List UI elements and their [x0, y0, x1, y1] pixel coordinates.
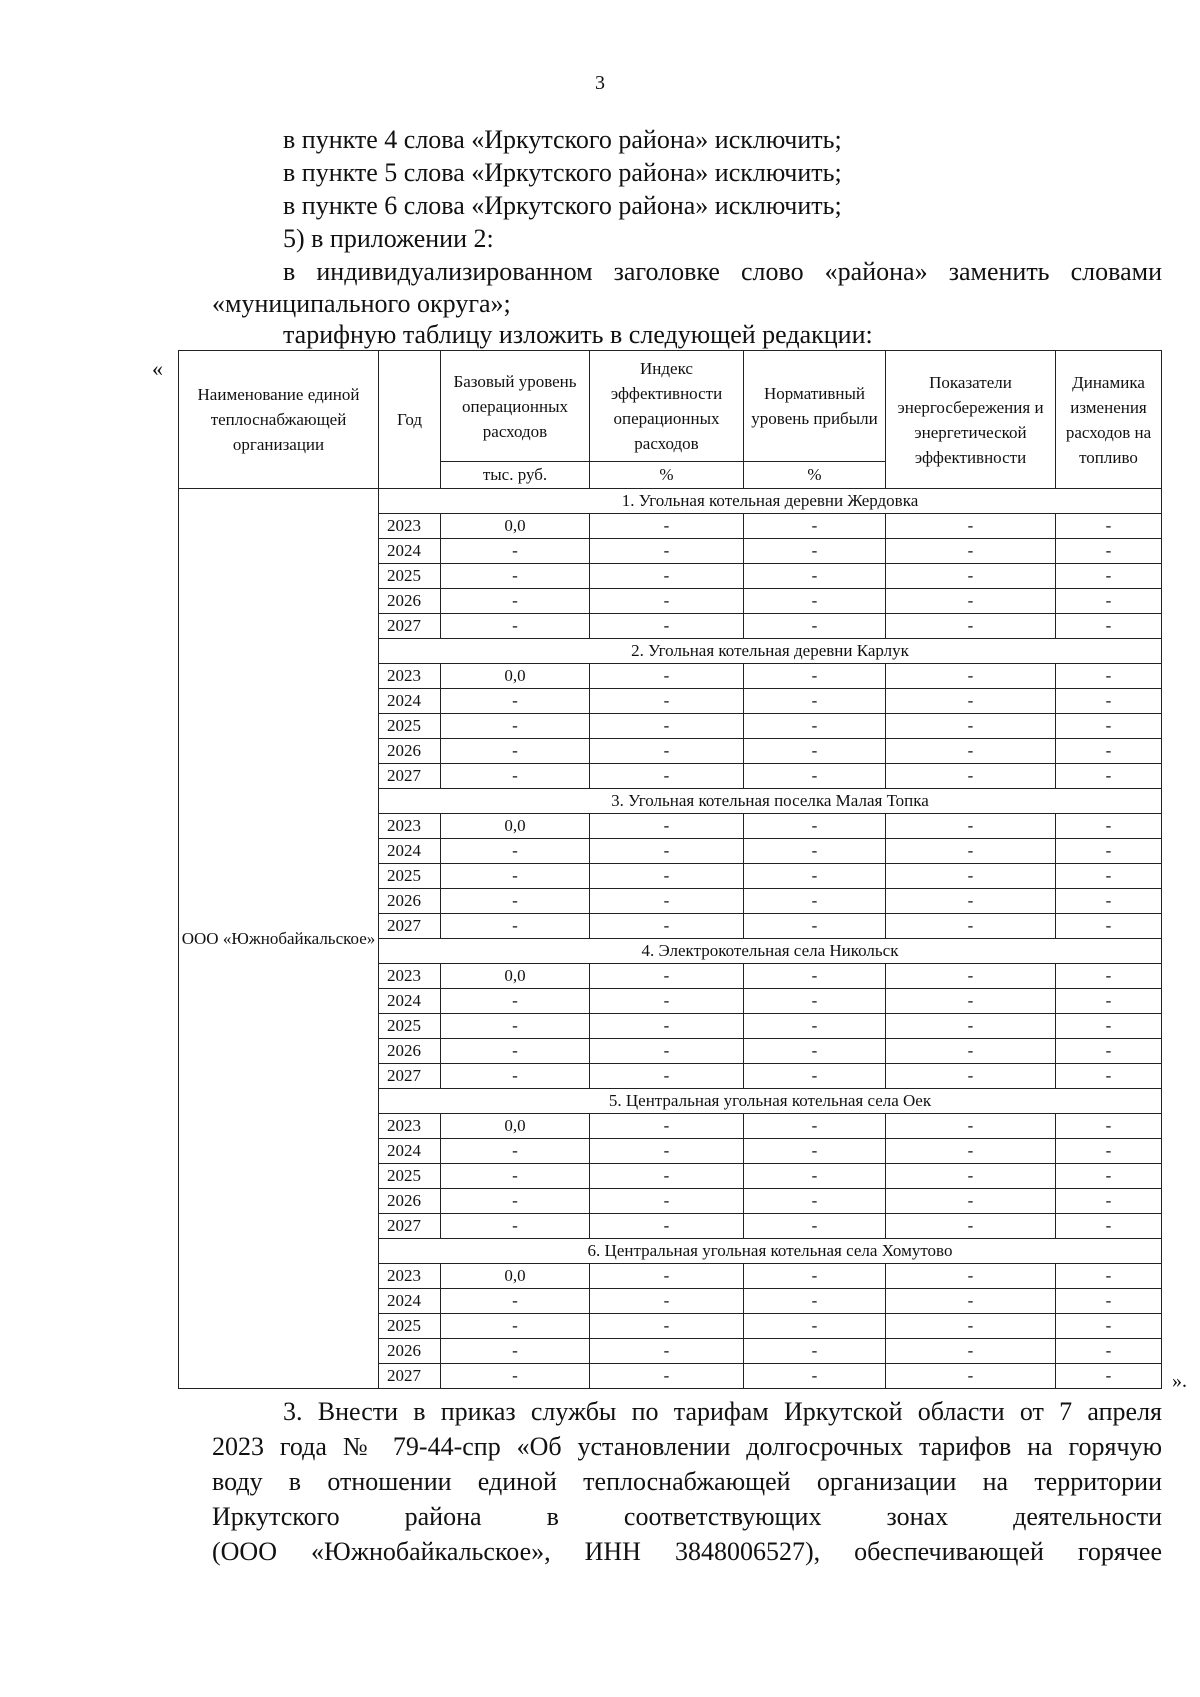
cell-year: 2026: [379, 1189, 441, 1214]
cell-profit: -: [744, 764, 886, 789]
cell-base: -: [441, 1164, 590, 1189]
cell-year: 2027: [379, 1214, 441, 1239]
cell-index: -: [590, 864, 744, 889]
cell-index: -: [590, 1114, 744, 1139]
cell-profit: -: [744, 514, 886, 539]
cell-fuel: -: [1056, 664, 1162, 689]
cell-profit: -: [744, 564, 886, 589]
cell-energy: -: [886, 1139, 1056, 1164]
cell-index: -: [590, 914, 744, 939]
cell-profit: -: [744, 1264, 886, 1289]
cell-energy: -: [886, 1364, 1056, 1389]
cell-fuel: -: [1056, 1189, 1162, 1214]
cell-base: 0,0: [441, 1114, 590, 1139]
cell-fuel: -: [1056, 539, 1162, 564]
cell-energy: -: [886, 514, 1056, 539]
cell-index: -: [590, 1364, 744, 1389]
cell-index: -: [590, 689, 744, 714]
cell-base: -: [441, 1339, 590, 1364]
cell-profit: -: [744, 864, 886, 889]
cell-profit: -: [744, 539, 886, 564]
cell-base: 0,0: [441, 664, 590, 689]
cell-profit: -: [744, 664, 886, 689]
cell-base: -: [441, 1189, 590, 1214]
cell-profit: -: [744, 1214, 886, 1239]
section-title: 4. Электрокотельная села Никольск: [379, 939, 1162, 964]
cell-base: -: [441, 1139, 590, 1164]
cell-base: -: [441, 889, 590, 914]
cell-year: 2027: [379, 1064, 441, 1089]
cell-energy: -: [886, 1214, 1056, 1239]
cell-index: -: [590, 989, 744, 1014]
section-title: 6. Центральная угольная котельная села Хомутово: [379, 1239, 1162, 1264]
cell-index: -: [590, 1264, 744, 1289]
cell-year: 2027: [379, 764, 441, 789]
cell-base: 0,0: [441, 964, 590, 989]
cell-profit: -: [744, 589, 886, 614]
cell-fuel: -: [1056, 1064, 1162, 1089]
cell-fuel: -: [1056, 564, 1162, 589]
cell-index: -: [590, 814, 744, 839]
closing-line-3: воду в отношении единой теплоснабжающей организации на территории: [212, 1467, 1162, 1496]
cell-profit: -: [744, 1114, 886, 1139]
cell-fuel: -: [1056, 1164, 1162, 1189]
cell-energy: -: [886, 664, 1056, 689]
cell-index: -: [590, 589, 744, 614]
intro-line-1: в пункте 4 слова «Иркутского района» исключить;: [283, 125, 842, 154]
cell-base: 0,0: [441, 514, 590, 539]
intro-line-4: 5) в приложении 2:: [283, 224, 494, 253]
cell-energy: -: [886, 814, 1056, 839]
cell-fuel: -: [1056, 1214, 1162, 1239]
cell-index: -: [590, 839, 744, 864]
cell-fuel: -: [1056, 814, 1162, 839]
cell-index: -: [590, 964, 744, 989]
cell-year: 2025: [379, 1314, 441, 1339]
header-profit: Нормативный уровень прибыли: [744, 351, 886, 462]
cell-year: 2024: [379, 989, 441, 1014]
cell-base: -: [441, 589, 590, 614]
cell-fuel: -: [1056, 1264, 1162, 1289]
cell-year: 2023: [379, 1264, 441, 1289]
cell-fuel: -: [1056, 1289, 1162, 1314]
closing-line-4: Иркутского района в соответствующих зонах деятельности: [212, 1502, 1162, 1531]
section-title: 1. Угольная котельная деревни Жердовка: [379, 489, 1162, 514]
page-number: 3: [595, 72, 605, 94]
cell-year: 2026: [379, 889, 441, 914]
opening-quote: «: [152, 356, 163, 381]
cell-base: -: [441, 764, 590, 789]
cell-profit: -: [744, 889, 886, 914]
cell-index: -: [590, 1339, 744, 1364]
cell-year: 2025: [379, 1014, 441, 1039]
unit-profit: %: [744, 462, 886, 489]
cell-energy: -: [886, 739, 1056, 764]
cell-base: -: [441, 1289, 590, 1314]
cell-base: -: [441, 864, 590, 889]
cell-energy: -: [886, 889, 1056, 914]
unit-base: тыс. руб.: [441, 462, 590, 489]
cell-base: -: [441, 839, 590, 864]
cell-energy: -: [886, 1164, 1056, 1189]
cell-fuel: -: [1056, 889, 1162, 914]
cell-index: -: [590, 1039, 744, 1064]
cell-energy: -: [886, 539, 1056, 564]
cell-index: -: [590, 889, 744, 914]
section-title-row: [179, 489, 1162, 514]
cell-index: -: [590, 1064, 744, 1089]
cell-energy: -: [886, 1014, 1056, 1039]
cell-profit: -: [744, 989, 886, 1014]
cell-index: -: [590, 714, 744, 739]
cell-base: -: [441, 1314, 590, 1339]
cell-energy: -: [886, 1064, 1056, 1089]
cell-year: 2026: [379, 1339, 441, 1364]
header-energy: Показатели энергосбережения и энергетической эффективности: [886, 351, 1056, 489]
cell-profit: -: [744, 714, 886, 739]
cell-fuel: -: [1056, 1014, 1162, 1039]
cell-fuel: -: [1056, 739, 1162, 764]
cell-energy: -: [886, 1114, 1056, 1139]
cell-year: 2026: [379, 1039, 441, 1064]
cell-index: -: [590, 1164, 744, 1189]
cell-profit: -: [744, 1139, 886, 1164]
cell-energy: -: [886, 989, 1056, 1014]
cell-energy: -: [886, 914, 1056, 939]
cell-base: -: [441, 1014, 590, 1039]
header-index: Индекс эффективности операционных расходов: [590, 351, 744, 462]
cell-profit: -: [744, 1364, 886, 1389]
cell-fuel: -: [1056, 614, 1162, 639]
cell-base: -: [441, 739, 590, 764]
cell-profit: -: [744, 739, 886, 764]
cell-fuel: -: [1056, 1314, 1162, 1339]
cell-base: -: [441, 1039, 590, 1064]
cell-fuel: -: [1056, 1139, 1162, 1164]
cell-base: -: [441, 1064, 590, 1089]
cell-profit: -: [744, 614, 886, 639]
cell-profit: -: [744, 1289, 886, 1314]
cell-profit: -: [744, 964, 886, 989]
closing-quote: ».: [1172, 1370, 1187, 1392]
cell-fuel: -: [1056, 989, 1162, 1014]
cell-fuel: -: [1056, 1364, 1162, 1389]
section-title: 5. Центральная угольная котельная села Оек: [379, 1089, 1162, 1114]
organization-name: ООО «Южнобайкальское»: [179, 489, 379, 1389]
cell-year: 2024: [379, 1139, 441, 1164]
cell-profit: -: [744, 814, 886, 839]
cell-base: -: [441, 614, 590, 639]
cell-year: 2027: [379, 1364, 441, 1389]
cell-base: -: [441, 1214, 590, 1239]
cell-profit: -: [744, 1064, 886, 1089]
section-title: 3. Угольная котельная поселка Малая Топка: [379, 789, 1162, 814]
tariff-table: [178, 350, 1162, 1389]
cell-year: 2025: [379, 1164, 441, 1189]
cell-fuel: -: [1056, 914, 1162, 939]
cell-profit: -: [744, 1014, 886, 1039]
cell-energy: -: [886, 1314, 1056, 1339]
intro-line-5: в индивидуализированном заголовке слово «района» заменить словами: [283, 257, 1162, 286]
cell-fuel: -: [1056, 964, 1162, 989]
cell-year: 2023: [379, 514, 441, 539]
cell-profit: -: [744, 1189, 886, 1214]
cell-base: -: [441, 1364, 590, 1389]
cell-index: -: [590, 1314, 744, 1339]
cell-energy: -: [886, 1039, 1056, 1064]
cell-fuel: -: [1056, 714, 1162, 739]
cell-base: -: [441, 714, 590, 739]
cell-energy: -: [886, 714, 1056, 739]
cell-energy: -: [886, 1189, 1056, 1214]
cell-index: -: [590, 514, 744, 539]
cell-year: 2026: [379, 589, 441, 614]
cell-year: 2023: [379, 814, 441, 839]
cell-profit: -: [744, 689, 886, 714]
cell-year: 2026: [379, 739, 441, 764]
cell-energy: -: [886, 1264, 1056, 1289]
cell-year: 2024: [379, 689, 441, 714]
cell-index: -: [590, 664, 744, 689]
unit-index: %: [590, 462, 744, 489]
cell-base: -: [441, 989, 590, 1014]
closing-line-1: 3. Внести в приказ службы по тарифам Иркутской области от 7 апреля: [283, 1397, 1162, 1426]
cell-year: 2027: [379, 614, 441, 639]
cell-fuel: -: [1056, 589, 1162, 614]
cell-energy: -: [886, 1289, 1056, 1314]
cell-year: 2024: [379, 539, 441, 564]
cell-fuel: -: [1056, 1339, 1162, 1364]
cell-year: 2023: [379, 664, 441, 689]
closing-line-5: (ООО «Южнобайкальское», ИНН 3848006527), обеспечивающей горячее: [212, 1537, 1162, 1566]
cell-energy: -: [886, 589, 1056, 614]
cell-energy: -: [886, 864, 1056, 889]
cell-year: 2025: [379, 714, 441, 739]
cell-base: -: [441, 564, 590, 589]
cell-energy: -: [886, 1339, 1056, 1364]
tariff-body: [179, 489, 1162, 1389]
cell-year: 2023: [379, 1114, 441, 1139]
cell-index: -: [590, 539, 744, 564]
cell-index: -: [590, 764, 744, 789]
header-org: Наименование единой теплоснабжающей организации: [179, 351, 379, 489]
cell-index: -: [590, 1014, 744, 1039]
cell-index: -: [590, 614, 744, 639]
cell-year: 2025: [379, 864, 441, 889]
cell-base: 0,0: [441, 1264, 590, 1289]
closing-line-2: 2023 года № 79-44-спр «Об установлении долгосрочных тарифов на горячую: [212, 1432, 1162, 1461]
cell-profit: -: [744, 914, 886, 939]
cell-fuel: -: [1056, 689, 1162, 714]
cell-energy: -: [886, 614, 1056, 639]
intro-line-2: в пункте 5 слова «Иркутского района» исключить;: [283, 158, 842, 187]
cell-index: -: [590, 1189, 744, 1214]
cell-year: 2025: [379, 564, 441, 589]
cell-year: 2023: [379, 964, 441, 989]
cell-base: -: [441, 689, 590, 714]
cell-year: 2024: [379, 1289, 441, 1314]
cell-energy: -: [886, 839, 1056, 864]
header-year: Год: [379, 351, 441, 489]
intro-line-7: тарифную таблицу изложить в следующей редакции:: [283, 320, 873, 349]
cell-base: 0,0: [441, 814, 590, 839]
cell-fuel: -: [1056, 864, 1162, 889]
cell-index: -: [590, 564, 744, 589]
cell-fuel: -: [1056, 1039, 1162, 1064]
cell-index: -: [590, 1139, 744, 1164]
cell-energy: -: [886, 964, 1056, 989]
cell-year: 2024: [379, 839, 441, 864]
header-base: Базовый уровень операционных расходов: [441, 351, 590, 462]
cell-profit: -: [744, 1039, 886, 1064]
cell-base: -: [441, 539, 590, 564]
cell-energy: -: [886, 764, 1056, 789]
cell-energy: -: [886, 689, 1056, 714]
header-fuel: Динамика изменения расходов на топливо: [1056, 351, 1162, 489]
intro-line-6: «муниципального округа»;: [212, 289, 511, 318]
cell-year: 2027: [379, 914, 441, 939]
cell-profit: -: [744, 839, 886, 864]
section-title: 2. Угольная котельная деревни Карлук: [379, 639, 1162, 664]
cell-base: -: [441, 914, 590, 939]
cell-fuel: -: [1056, 1114, 1162, 1139]
intro-line-3: в пункте 6 слова «Иркутского района» исключить;: [283, 191, 842, 220]
cell-index: -: [590, 739, 744, 764]
cell-fuel: -: [1056, 764, 1162, 789]
cell-profit: -: [744, 1314, 886, 1339]
cell-profit: -: [744, 1164, 886, 1189]
cell-energy: -: [886, 564, 1056, 589]
cell-index: -: [590, 1214, 744, 1239]
cell-index: -: [590, 1289, 744, 1314]
cell-fuel: -: [1056, 514, 1162, 539]
cell-profit: -: [744, 1339, 886, 1364]
cell-fuel: -: [1056, 839, 1162, 864]
